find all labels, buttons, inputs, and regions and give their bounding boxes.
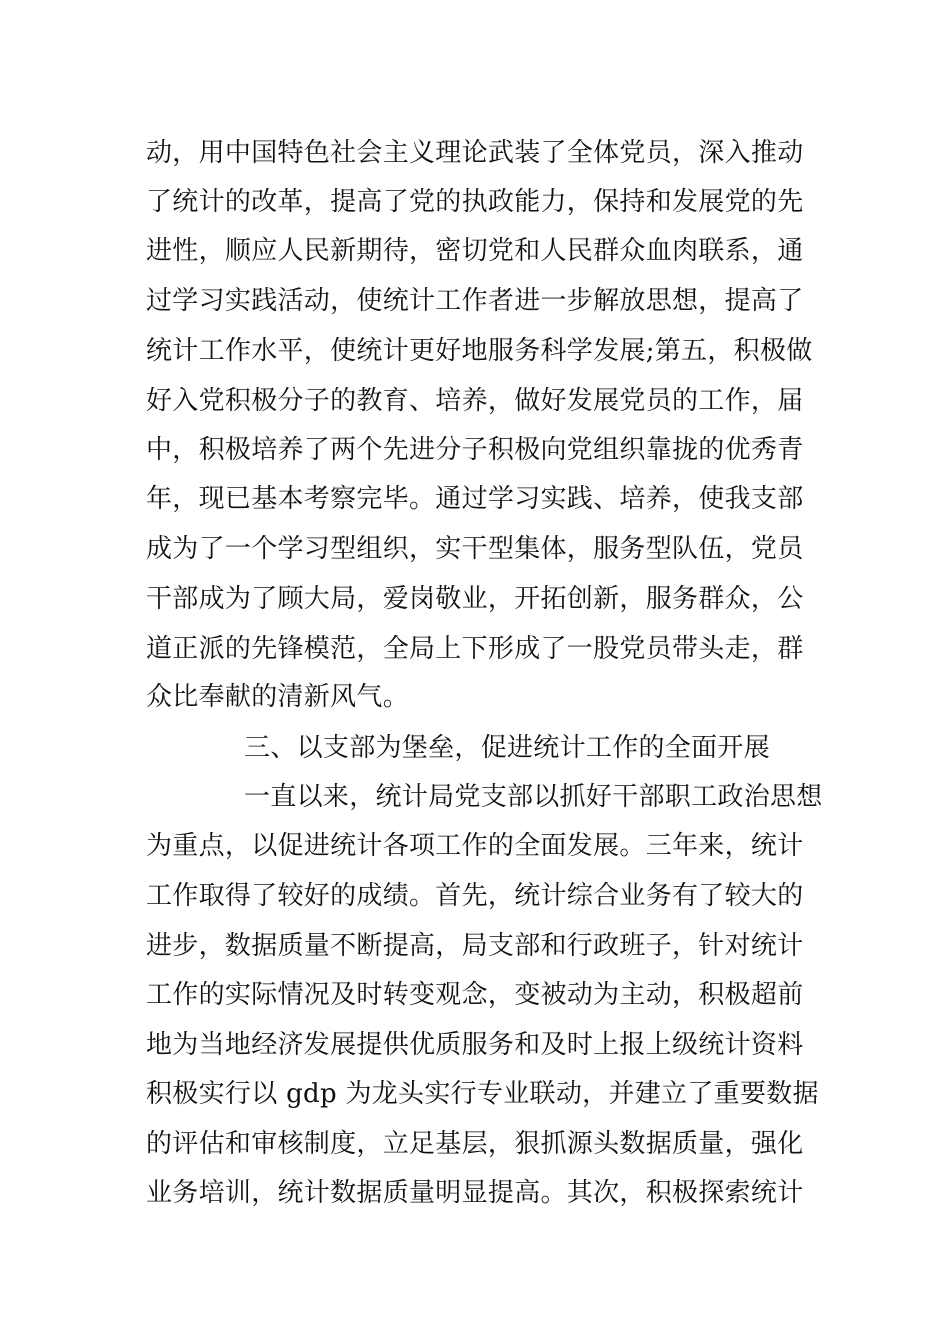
text-line: 工作取得了较好的成绩。首先，统计综合业务有了较大的 xyxy=(146,881,804,911)
text-line: 道正派的先锋模范，全局上下形成了一股党员带头走，群 xyxy=(146,634,804,664)
paragraph-first-line: 一直以来，统计局党支部以抓好干部职工政治思想 xyxy=(244,782,823,812)
text-line: 过学习实践活动，使统计工作者进一步解放思想，提高了 xyxy=(146,286,804,316)
text-line: 中，积极培养了两个先进分子积极向党组织靠拢的优秀青 xyxy=(146,435,804,465)
text-line: 地为当地经济发展提供优质服务和及时上报上级统计资料 xyxy=(146,1030,804,1060)
text-line: 年，现已基本考察完毕。通过学习实践、培养，使我支部 xyxy=(146,484,804,514)
text-line: 干部成为了顾大局，爱岗敬业，开拓创新，服务群众，公 xyxy=(146,584,804,614)
section-heading: 三、以支部为堡垒，促进统计工作的全面开展 xyxy=(244,733,771,763)
text-line: 好入党积极分子的教育、培养，做好发展党员的工作，届 xyxy=(146,386,804,416)
text-line: 动，用中国特色社会主义理论武装了全体党员，深入推动 xyxy=(146,138,804,168)
text-line: 为重点，以促进统计各项工作的全面发展。三年来，统计 xyxy=(146,831,804,861)
text-line: 积极实行以 gdp 为龙头实行专业联动，并建立了重要数据 xyxy=(146,1079,819,1109)
text-line: 统计工作水平，使统计更好地服务科学发展;第五，积极做 xyxy=(146,336,813,366)
text-line: 工作的实际情况及时转变观念，变被动为主动，积极超前 xyxy=(146,980,804,1010)
text-line: 业务培训，统计数据质量明显提高。其次，积极探索统计 xyxy=(146,1178,804,1208)
text-line: 了统计的改革，提高了党的执政能力，保持和发展党的先 xyxy=(146,187,804,217)
text-line: 众比奉献的清新风气。 xyxy=(146,682,410,712)
text-line: 进步，数据质量不断提高，局支部和行政班子，针对统计 xyxy=(146,931,804,961)
text-line: 的评估和审核制度，立足基层，狠抓源头数据质量，强化 xyxy=(146,1129,804,1159)
text-line: 成为了一个学习型组织，实干型集体，服务型队伍，党员 xyxy=(146,534,804,564)
text-line: 进性，顺应人民新期待，密切党和人民群众血肉联系，通 xyxy=(146,236,804,266)
